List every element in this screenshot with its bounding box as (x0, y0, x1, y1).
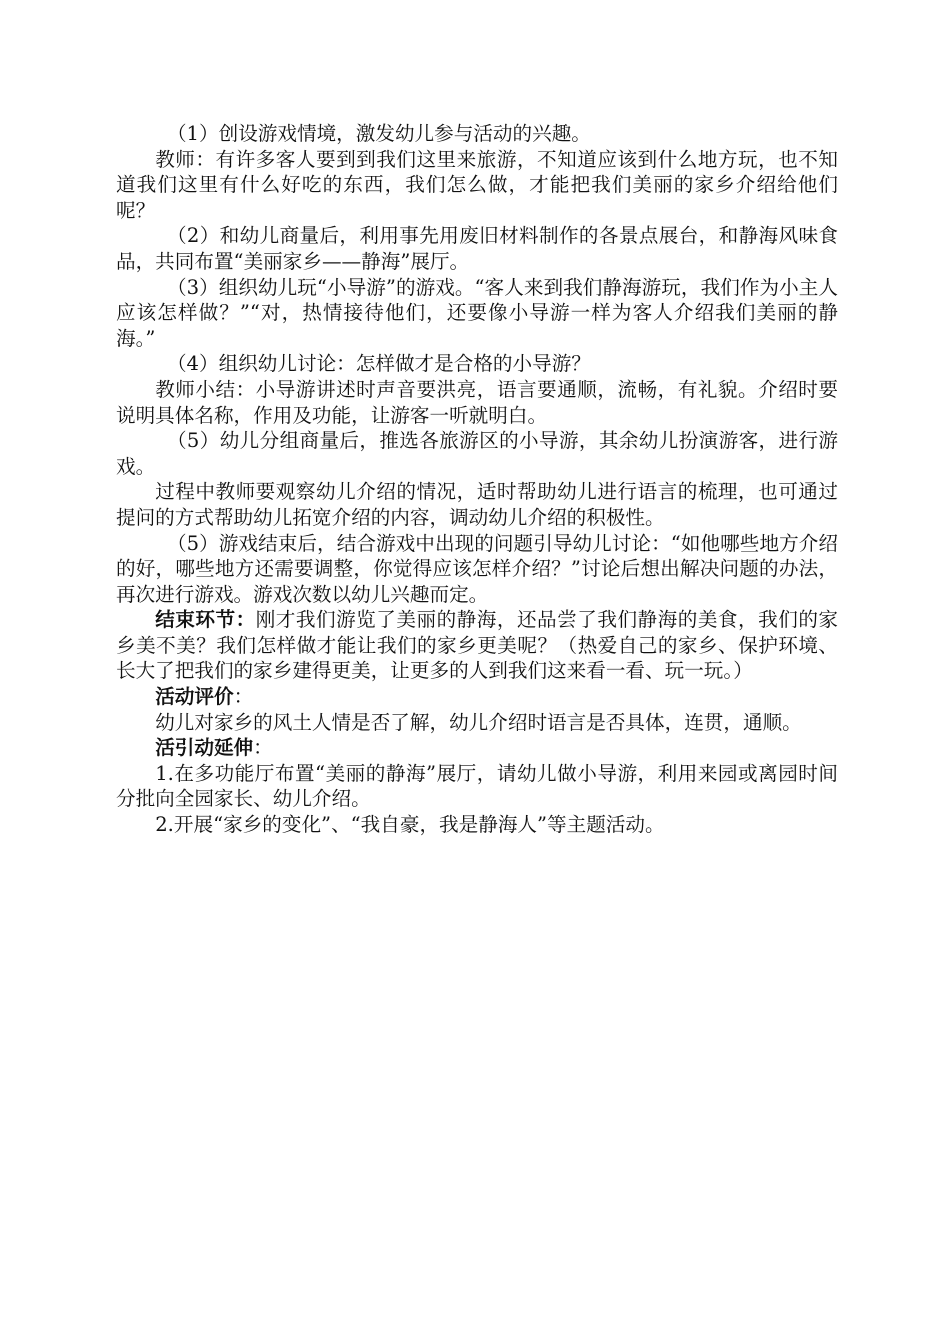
paragraph-extension-2: 2.开展“家乡的变化”、“我自豪，我是静海人”等主题活动。 (155, 813, 665, 837)
paragraph-evaluation: 幼儿对家乡的风土人情是否了解，幼儿介绍时语言是否具体，连贯，通顺。 (155, 710, 802, 734)
paragraph-step-2: （2）和幼儿商量后，利用事先用废旧材料制作的各景点展台，和静海风味食品，共同布置“美丽家乡——静海”展厅。 (116, 224, 838, 273)
paragraph-step-4: （4）组织幼儿讨论：怎样做才是合格的小导游？ (166, 352, 591, 376)
ending-label: 结束环节： (155, 608, 256, 632)
heading-extension (116, 735, 838, 761)
evaluation-colon: ： (233, 685, 254, 709)
paragraph-extension-1: 1.在多功能厅布置“美丽的静海”展厅，请幼儿做小导游，利用来园或离园时间分批向全园家长、幼儿介绍。 (116, 761, 838, 811)
paragraph-step-5: （5）幼儿分组商量后，推选各旅游区的小导游，其余幼儿扮演游客，进行游戏。 (116, 429, 838, 478)
paragraph-teacher-summary: 教师小结：小导游讲述时声音要洪亮，语言要通顺，流畅，有礼貌。介绍时要说明具体名称，作用及功能，让游客一听就明白。 (116, 377, 838, 427)
paragraph-ending (116, 607, 838, 684)
document-body (116, 121, 838, 838)
extension-colon: ： (253, 736, 273, 760)
paragraph-teacher-question: 教师：有许多客人要到到我们这里来旅游，不知道应该到什么地方玩，也不知道我们这里有什么好吃的东西，我们怎么做，才能把我们美丽的家乡介绍给他们呢？ (116, 147, 838, 222)
evaluation-label: 活动评价 (155, 685, 234, 709)
paragraph-process-note: 过程中教师要观察幼儿介绍的情况，适时帮助幼儿进行语言的梳理，也可通过提问的方式帮助幼儿拓宽介绍的内容，调动幼儿介绍的积极性。 (116, 480, 838, 529)
paragraph-step-3: （3）组织幼儿玩“小导游”的游戏。“客人来到我们静海游玩，我们作为小主人应该怎样做？”“对，热情接待他们，还要像小导游一样为客人介绍我们美丽的静海。” (116, 275, 838, 350)
extension-label: 活引动延伸 (155, 736, 254, 760)
paragraph-step-5b: （5）游戏结束后，结合游戏中出现的问题引导幼儿讨论：“如他哪些地方介绍的好，哪些地方还需要调整，你觉得应该怎样介绍？”讨论后想出解决问题的办法，再次进行游戏。游戏次数以幼儿兴趣而定。 (116, 531, 838, 606)
heading-evaluation (116, 684, 838, 710)
ending-text: 刚才我们游览了美丽的静海，还品尝了我们静海的美食，我们的家乡美不美？我们怎样做才能让我们的家乡更美呢？（热爱自己的家乡、保护环境、长大了把我们的家乡建得更美，让更多的人到我们这来看一看、玩一玩。） (116, 608, 839, 683)
paragraph-step-1: （1）创设游戏情境，激发幼儿参与活动的兴趣。 (166, 122, 591, 145)
